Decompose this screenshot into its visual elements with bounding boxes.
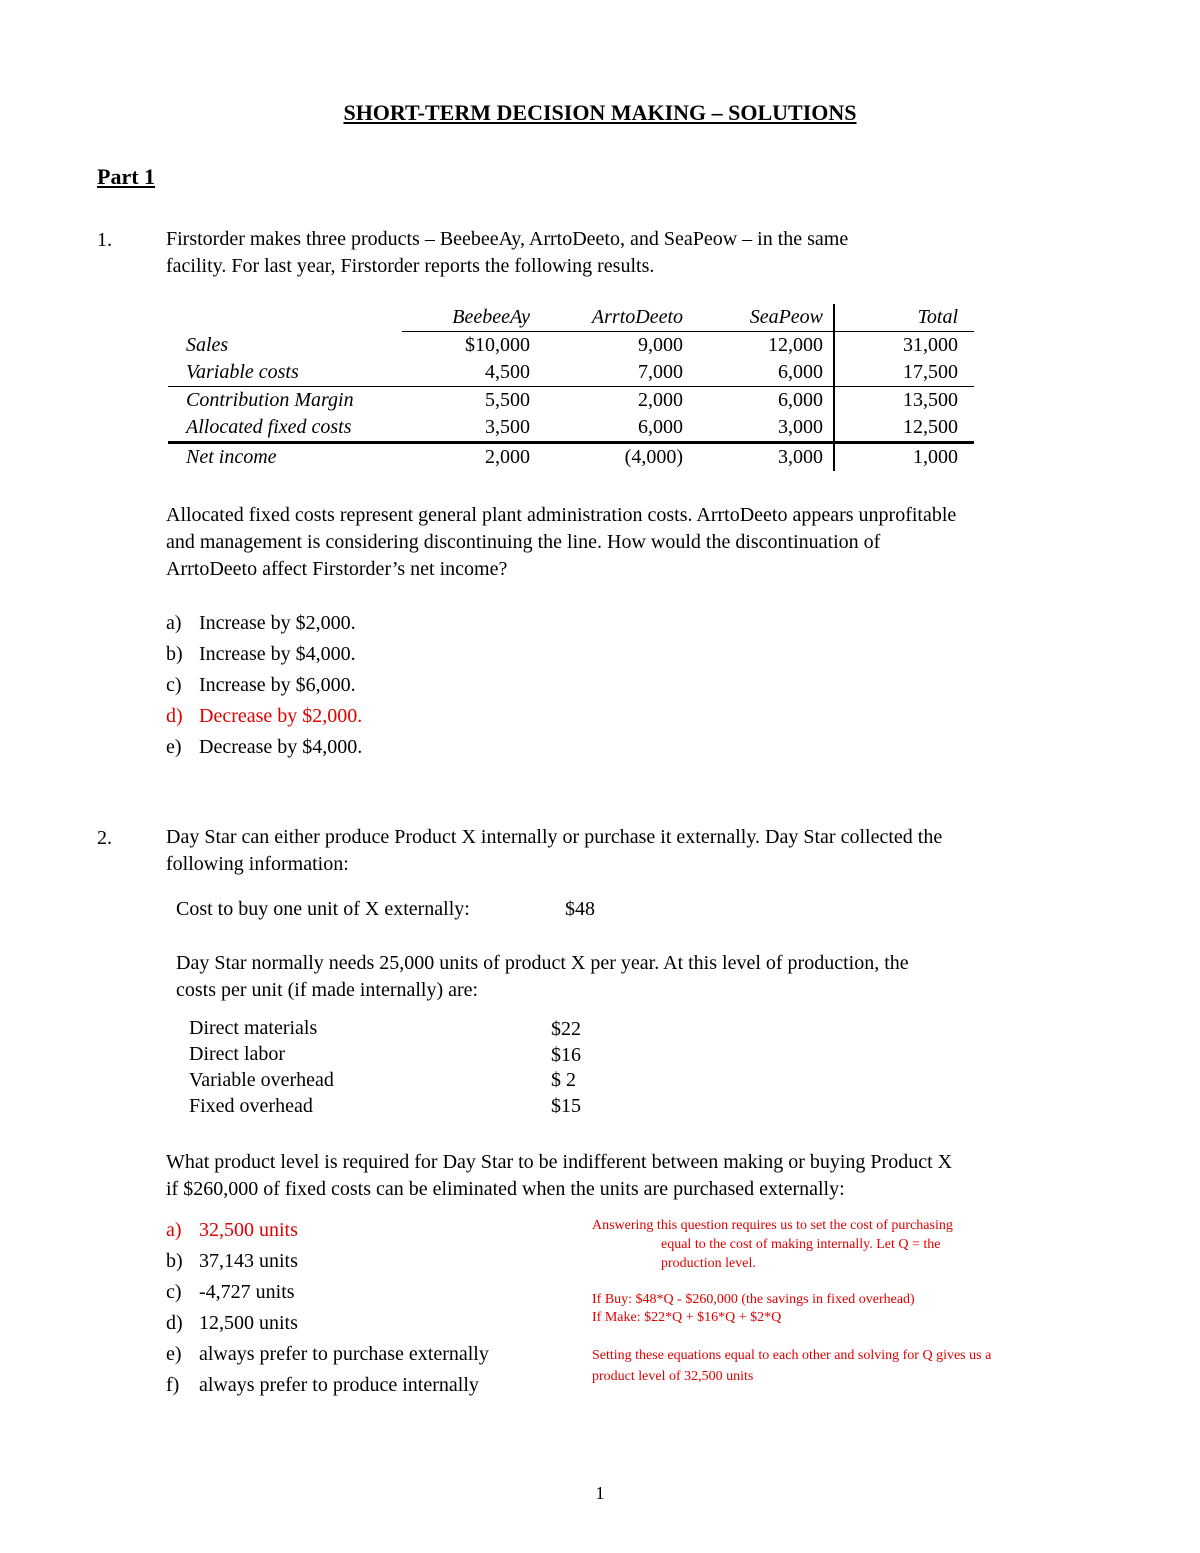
option-item[interactable]: b) Increase by $4,000. — [166, 643, 356, 665]
cell: 7,000 — [638, 361, 683, 383]
option-item[interactable]: d) 12,500 units — [166, 1312, 298, 1334]
cell: 13,500 — [834, 387, 974, 415]
option-item[interactable]: e) Decrease by $4,000. — [166, 736, 363, 758]
row-label: Variable costs — [186, 361, 299, 383]
question-2-number: 2. — [97, 827, 112, 849]
solution-note-line: If Buy: $48*Q - $260,000 (the savings in fixed overhead) — [592, 1292, 915, 1307]
income-statement-table — [168, 304, 974, 471]
cell: 3,000 — [693, 443, 834, 472]
question-2-prompt-line: What product level is required for Day Star to be indifferent between making or buying Product X — [166, 1151, 953, 1173]
question-1-options — [166, 608, 362, 763]
option-item[interactable]: e) always prefer to purchase externally — [166, 1343, 489, 1365]
table-row — [168, 414, 974, 443]
column-header: BeebeeAy — [402, 304, 540, 332]
question-2-intro-line: Day Star can either produce Product X internally or purchase it externally. Day Star collected the — [166, 826, 943, 848]
table-row — [168, 387, 974, 415]
row-label: Net income — [168, 443, 402, 472]
cell: 2,000 — [540, 387, 693, 415]
cell: 9,000 — [638, 334, 683, 356]
option-item[interactable]: c) Increase by $6,000. — [166, 674, 356, 696]
option-item[interactable]: c) -4,727 units — [166, 1281, 295, 1303]
question-2-intro — [166, 824, 942, 878]
cost-label: Direct labor — [189, 1043, 286, 1065]
buy-cost-label: Cost to buy one unit of X externally: — [176, 898, 470, 920]
cost-value: $ 2 — [551, 1069, 576, 1091]
question-2-intro-line: following information: — [166, 853, 349, 875]
cost-label: Variable overhead — [189, 1069, 334, 1091]
cost-value: $15 — [551, 1094, 581, 1117]
solution-note-line: Answering this question requires us to set the cost of purchasing — [592, 1218, 953, 1233]
cell: 1,000 — [834, 443, 974, 472]
solution-note-line: Setting these equations equal to each other and solving for Q gives us a — [592, 1348, 992, 1363]
cell: 12,000 — [693, 332, 834, 360]
row-label: Allocated fixed costs — [186, 416, 352, 438]
table-row — [168, 332, 974, 360]
row-label: Sales — [186, 333, 229, 356]
correct-option-item[interactable]: d) Decrease by $2,000. — [166, 705, 363, 727]
solution-note-line: product level of 32,500 units — [592, 1369, 754, 1384]
question-1-intro — [166, 226, 848, 280]
question-1-intro-line: Firstorder makes three products – BeebeeAy, ArrtoDeeto, and SeaPeow – in the same — [166, 228, 849, 250]
question-2-prompt — [166, 1149, 952, 1203]
cost-value: $22 — [551, 1018, 581, 1040]
table-row — [168, 359, 974, 387]
question-1-prompt-line: ArrtoDeeto affect Firstorder’s net income? — [166, 558, 508, 580]
correct-option-item[interactable]: a) 32,500 units — [166, 1219, 298, 1241]
question-1-prompt-line: Allocated fixed costs represent general plant administration costs. ArrtoDeeto appears unprofitable — [166, 504, 957, 526]
question-1-prompt — [166, 502, 956, 583]
question-2-needs — [176, 950, 909, 1004]
cell: 4,500 — [485, 361, 530, 383]
column-header: ArrtoDeeto — [540, 304, 693, 332]
page-number: 1 — [595, 1483, 605, 1503]
buy-cost-value: $48 — [565, 898, 595, 920]
question-2-needs-line: Day Star normally needs 25,000 units of product X per year. At this level of production, the — [176, 952, 909, 974]
option-item[interactable]: a) Increase by $2,000. — [166, 612, 356, 634]
question-1-intro-line: facility. For last year, Firstorder reports the following results. — [166, 255, 655, 277]
cell: $10,000 — [465, 334, 530, 356]
cell: 6,000 — [693, 387, 834, 415]
question-1-prompt-line: and management is considering discontinuing the line. How would the discontinuation of — [166, 531, 881, 553]
column-header: SeaPeow — [693, 304, 834, 332]
row-label: Contribution Margin — [168, 387, 402, 415]
question-2-needs-line: costs per unit (if made internally) are: — [176, 979, 479, 1001]
cost-label: Direct materials — [189, 1017, 318, 1039]
cell: 6,000 — [693, 359, 834, 387]
column-header: Total — [834, 304, 974, 332]
cell: 3,500 — [485, 416, 530, 438]
solution-note-line: If Make: $22*Q + $16*Q + $2*Q — [592, 1310, 782, 1325]
cell: 12,500 — [903, 416, 958, 438]
cell: 17,500 — [903, 361, 958, 383]
cell: 6,000 — [638, 416, 683, 438]
question-2-prompt-line: if $260,000 of fixed costs can be eliminated when the units are purchased externally: — [166, 1178, 845, 1200]
cost-values — [551, 1017, 581, 1119]
cell: (4,000) — [540, 443, 693, 472]
cell: 2,000 — [402, 443, 540, 472]
solution-note-line: production level. — [661, 1256, 756, 1271]
table-header-row — [168, 304, 974, 332]
part-heading: Part 1 — [97, 164, 156, 189]
cell: 31,000 — [903, 334, 958, 356]
cost-value: $16 — [551, 1043, 581, 1066]
cost-label: Fixed overhead — [189, 1095, 313, 1117]
solution-note-line: equal to the cost of making internally. Let Q = the — [661, 1237, 941, 1252]
table-row — [168, 443, 974, 472]
question-2-options — [166, 1215, 489, 1401]
question-1-number: 1. — [97, 229, 112, 251]
option-item[interactable]: b) 37,143 units — [166, 1250, 298, 1272]
page-title: SHORT-TERM DECISION MAKING – SOLUTIONS — [343, 100, 857, 125]
cost-labels — [189, 1015, 334, 1119]
cell: 3,000 — [693, 414, 834, 443]
header-blank — [168, 304, 402, 332]
option-item[interactable]: f) always prefer to produce internally — [166, 1374, 479, 1396]
cell: 5,500 — [402, 387, 540, 415]
